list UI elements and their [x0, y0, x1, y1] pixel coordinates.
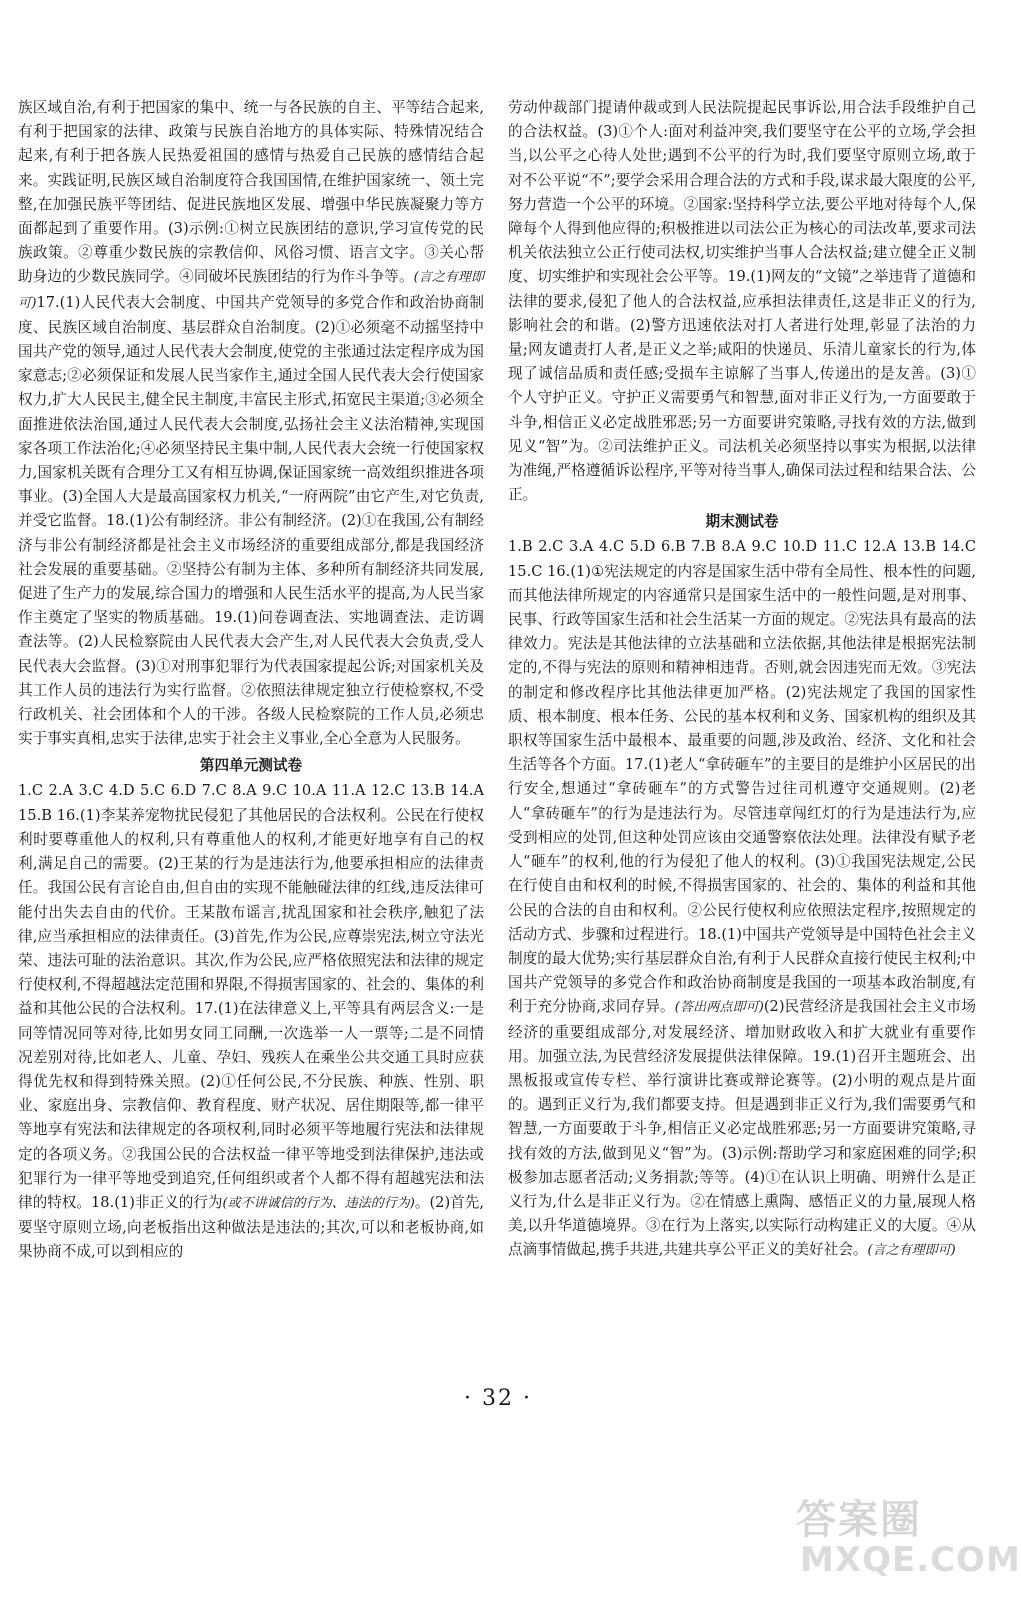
right-note-1: (答出两点即可)	[674, 1000, 764, 1016]
watermark-url: MXQE.COM	[800, 1540, 1021, 1580]
left-text-1: 族区域自治,有利于把国家的集中、统一与各民族的自主、平等结合起来,有利于把国家的法律、政策与民族自治地方的具体实际、特殊情况结合起来,有利于把各族人民热爱祖国的感情与热爱自己民族的感情结合起来。实践证明,民族区域自治制度符合我国国情,在维护国家统一、领土完整,在加强民族平等团结、促进民族地区发展、增强中华民族凝聚力等方面都起到了重要作用。(3)示例:①树立民族团结的意识,学习宣传党的民族政策。②尊重少数民族的宗教信仰、风俗习惯、语言文字。③关心帮助身边的少数民族同学。④同破坏民族团结的行为作斗争等。	[18, 99, 484, 286]
section-title-final: 期末测试卷	[705, 513, 779, 531]
left-note-1: (言之有理即可)	[18, 270, 484, 311]
right-paragraph-2	[508, 535, 976, 1263]
left-note-2: (或不讲诚信的行为、违法的行为)	[222, 1195, 415, 1211]
watermark-mark: 答案圈	[796, 1497, 922, 1543]
left-paragraph-1	[18, 96, 484, 751]
watermark-logo	[796, 1488, 1021, 1584]
left-text-4: 。(2)首先,要坚守原则立场,向老板指出这种做法是违法的;其次,可以和老板协商,如果协商不成,可以到相应的	[18, 1193, 485, 1261]
section-title-unit4: 第四单元测试卷	[199, 757, 303, 775]
left-text-2: 17.(1)人民代表大会制度、中国共产党领导的多党合作和政治协商制度、民族区域自治制度、基层群众自治制度。(2)①必须毫不动摇坚持中国共产党的领导,通过人民代表大会制度,使党的主张通过法定程序成为国家意志;②必须保证和发展人民当家作主,通过全国人民代表大会行使国家权力,扩大人民民主,健全民主制度,丰富民主形式,拓宽民主渠道;③必须全面推进依法治国,通过人民代表大会制度,弘扬社会主义法治精神,实现国家各项工作法治化;④必须坚持民主集中制,人民代表大会统一行使国家权力,国家机关既有合理分工又有相互协调,保证国家统一高效组织推进各项事业。(3)全国人大是最高国家权力机关,“一府两院”由它产生,对它负责,并受它监督。18.(1)公有制经济。非公有制经济。(2)①在我国,公有制经济与非公有制经济都是社会主义市场经济的重要组成部分,都是我国经济社会发展的重要基础。②坚持公有制为主体、多种所有制经济共同发展,促进了生产力的发展,综合国力的增强和人民生活水平的提高,为人民当家作主奠定了坚实的物质基础。19.(1)问卷调查法、实地调查法、走访调查法等。(2)人民检察院由人民代表大会产生,对人民代表大会负责,受人民代表大会监督。(3)①对刑事犯罪行为代表国家提起公诉;对国家机关及其工作人员的违法行为实行监督。②依照法律规定独立行使检察权,不受行政机关、社会团体和个人的干涉。各级人民检察院的工作人员,必须忠实于事实真相,忠实于法律,忠实于社会主义事业,全心全意为人民服务。	[18, 293, 484, 748]
left-text-3: 1.C 2.A 3.C 4.D 5.C 6.D 7.C 8.A 9.C 10.A 11.A 12.C 13.B 14.A 15.B 16.(1)李某养宠物扰民侵犯了其他居民的合法权利。公民在行使权利时要尊重他人的权利,只有尊重他人的权利,才能更好地享有自己的权利,满足自己的需要。(2)王某的行为是违法行为,他要承担相应的法律责任。我国公民有言论自由,但自由的实现不能触碰法律的红线,违反法律可能付出失去自由的代价。王某散布谣言,扰乱国家和社会秩序,触犯了法律,应当承担相应的法律责任。(3)首先,作为公民,应尊崇宪法,树立守法光荣、违法可耻的法治意识。其次,作为公民,应严格依照宪法和法律的规定行使权利,不得超越法定范围和界限,不得损害国家的、社会的、集体的利益和其他公民的合法权利。17.(1)在法律意义上,平等具有两层含义:一是同等情况同等对待,比如男女同工同酬,一次选举一人一票等;二是不同情况差别对待,比如老人、儿童、孕妇、残疾人在乘坐公共交通工具时应获得优先权和得到特殊关照。(2)①任何公民,不分民族、种族、性别、职业、家庭出身、宗教信仰、教育程度、财产状况、居住期限等,都一律平等地享有宪法和法律规定的各项权利,同时必须平等地履行宪法和法律规定的各项义务。②我国公民的合法权益一律平等地受到法律保护,违法或犯罪行为一律平等地受到追究,任何组织或者个人都不得有超越宪法和法律的特权。18.(1)非正义的行为	[18, 782, 484, 1211]
left-paragraph-2	[18, 779, 484, 1264]
right-text-2: 1.B 2.C 3.A 4.C 5.D 6.B 7.B 8.A 9.C 10.D 11.C 12.A 13.B 14.C 15.C 16.(1)①宪法规定的内容是国家生活中带有全局性、根本性的问题,而其他法律所规定的内容通常只是国家生活中的一般性问题,是对刑事、民事、行政等国家生活和社会生活某一方面的规定。②宪法具有最高的法律效力。宪法是其他法律的立法基础和立法依据,其他法律是根据宪法制定的,不得与宪法的原则和精神相违背。否则,就会因违宪而无效。③宪法的制定和修改程序比其他法律更加严格。(2)宪法规定了我国的国家性质、根本制度、根本任务、公民的基本权利和义务、国家机构的组织及其职权等国家生活中最根本、最重要的问题,涉及政治、经济、文化和社会生活等各个方面。17.(1)老人“拿砖砸车”的主要目的是维护小区居民的出行安全,想通过“拿砖砸车”的方式警告过往司机遵守交通规则。(2)老人“拿砖砸车”的行为是违法行为。尽管违章闯红灯的行为是违法行为,应受到相应的处罚,但这种处罚应该由交通警察依法处理。法律没有赋予老人“砸车”的权利,他的行为侵犯了他人的权利。(3)①我国宪法规定,公民在行使自由和权利的时候,不得损害国家的、社会的、集体的利益和其他公民的合法的自由和权利。②公民行使权利应依照法定程序,按照规定的活动方式、步骤和过程进行。18.(1)中国共产党领导是中国特色社会主义制度的最大优势;实行基层群众自治,有利于人民群众直接行使民主权利;中国共产党领导的多党合作和政治协商制度是我国的一项基本政治制度,有利于充分协商,求同存异。	[508, 538, 976, 1016]
right-text-1: 劳动仲裁部门提请仲裁或到人民法院提起民事诉讼,用合法手段维护自己的合法权益。(3)①个人:面对利益冲突,我们要坚守在公平的立场,学会担当,以公平之心待人处世;遇到不公平的行为时,我们要坚守原则立场,敢于对不公平说“不”;要学会采用合理合法的方式和手段,谋求最大限度的公平,努力营造一个公平的环境。②国家:坚持科学立法,要公平地对待每个人,保障每个人得到他应得的;积极推进以司法公正为核心的司法改革,要求司法机关依法独立公正行使司法权,切实维护当事人合法权益;建立健全正义制度、切实维护和实现社会公平等。19.(1)网友的“文镜”之举违背了道德和法律的要求,侵犯了他人的合法权益,应承担法律责任,这是非正义的行为,影响社会的和谐。(2)警方迅速依法对打人者进行处理,彰显了法治的力量;网友谴责打人者,是正义之举;咸阳的快递员、乐清儿童家长的行为,体现了诚信品质和责任感;受损车主谅解了当事人,传递出的是友善。(3)①个人守护正义。守护正义需要勇气和智慧,面对非正义行为,一方面要敢于斗争,相信正义必定战胜邪恶;另一方面要讲究策略,寻找有效的方法,做到见义“智”为。②司法维护正义。司法机关必须坚持以事实为根据,以法律为准绳,严格遵循诉讼程序,平等对待当事人,确保司法过程和结果合法、公正。	[508, 99, 976, 504]
right-note-2: (言之有理即可)	[867, 1243, 956, 1259]
right-paragraph-1	[508, 96, 976, 507]
left-column	[18, 96, 484, 1265]
page-number: · 32 ·	[464, 1386, 532, 1411]
right-column	[508, 96, 976, 1264]
right-text-3: (2)民营经济是我国社会主义市场经济的重要组成部分,对发展经济、增加财政收入和扩大就业有重要作用。加强立法,为民营经济发展提供法律保障。19.(1)召开主题班会、出黑板报或宣传专栏、举行演讲比赛或辩论赛等。(2)小明的观点是片面的。遇到正义行为,我们都要支持。但是遇到非正义行为,我们需要勇气和智慧,一方面要敢于斗争,相信正义必定战胜邪恶;另一方面要讲究策略,寻找有效的方法,做到见义“智”为。(3)示例:帮助学习和家庭困难的同学;积极参加志愿者活动;义务捐款;等等。(4)①在认识上明确、明辨什么是正义行为,什么是非正义行为。②在情感上熏陶、感悟正义的力量,展现人格美,以升华道德境界。③在行为上落实,以实际行动构建正义的大厦。④从点滴事情做起,携手共进,共建共享公平正义的美好社会。	[508, 998, 976, 1259]
